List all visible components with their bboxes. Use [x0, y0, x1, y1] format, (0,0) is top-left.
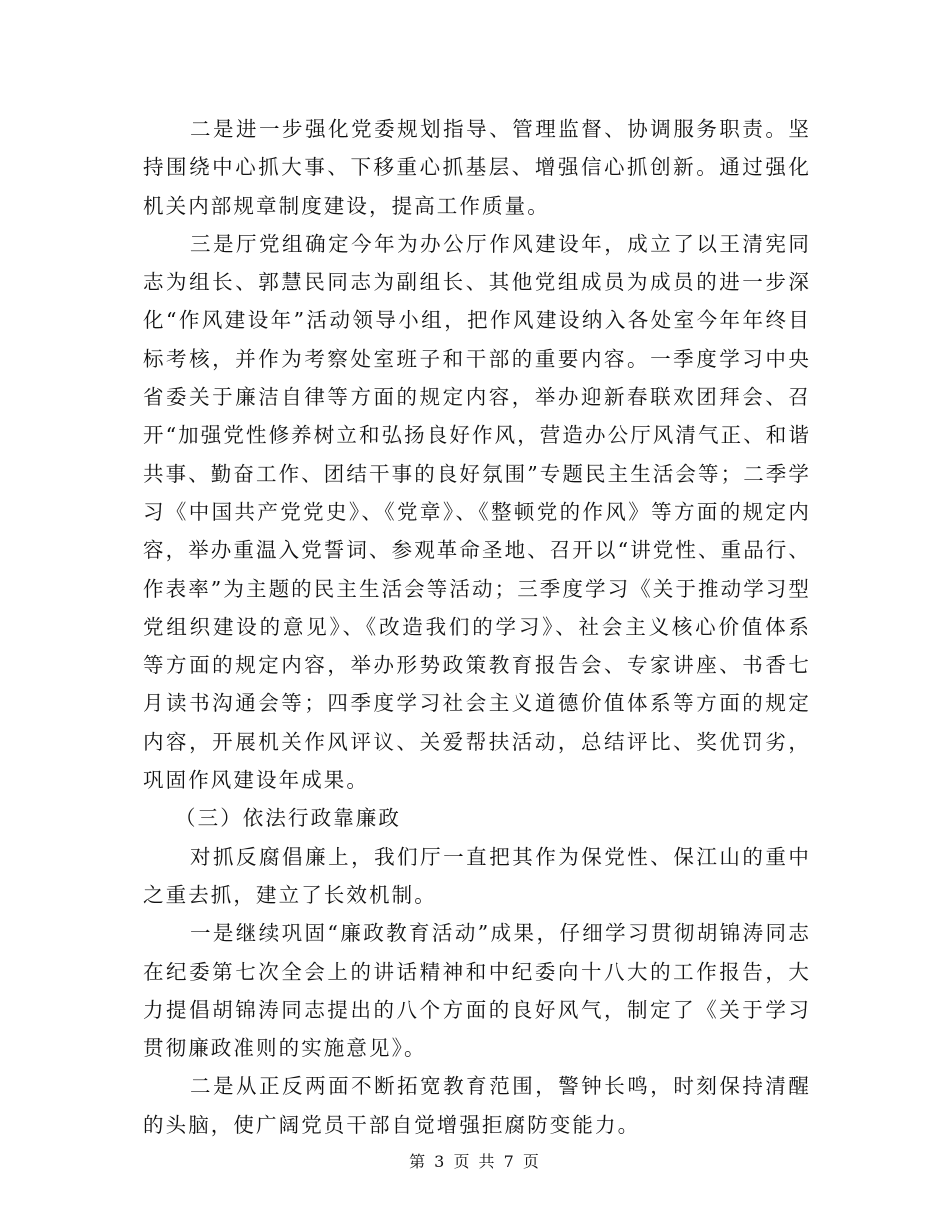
page-footer [0, 1151, 950, 1173]
document-body [143, 110, 811, 1144]
section-heading-3: （三）依法行政靠廉政 [175, 806, 401, 831]
footer-middle: 页 共 [453, 1152, 497, 1171]
paragraph-second-point: 二是从正反两面不断拓宽教育范围，警钟长鸣，时刻保持清醒的头脑，使广阔党员干部自觉增强拒腐防变能力。 [143, 1074, 811, 1137]
paragraph-first-point: 一是继续巩固“廉政教育活动”成果，仔细学习贯彻胡锦涛同志在纪委第七次全会上的讲话精神和中纪委向十八大的工作报告，大力提倡胡锦涛同志提出的八个方面的良好风气，制定了《关于学习贯彻廉政准则的实施意见》。 [143, 921, 811, 1061]
footer-suffix: 页 [522, 1152, 541, 1171]
footer-current-page: 3 [434, 1152, 447, 1171]
footer-prefix: 第 [409, 1152, 428, 1171]
paragraph-anticorruption-intro: 对抓反腐倡廉上，我们厅一直把其作为保党性、保江山的重中之重去抓，建立了长效机制。 [143, 844, 811, 907]
paragraph-2-second-point: 二是进一步强化党委规划指导、管理监督、协调服务职责。坚持围绕中心抓大事、下移重心抓基层、增强信心抓创新。通过强化机关内部规章制度建设，提高工作质量。 [143, 117, 811, 218]
footer-total-pages: 7 [503, 1152, 516, 1171]
paragraph-3-third-point: 三是厅党组确定今年为办公厅作风建设年，成立了以王清宪同志为组长、郭慧民同志为副组长、其他党组成员为成员的进一步深化“作风建设年”活动领导小组，把作风建设纳入各处室今年年终目标考核，并作为考察处室班子和干部的重要内容。一季度学习中央省委关于廉洁自律等方面的规定内容，举办迎新春联欢团拜会、召开“加强党性修养树立和弘扬良好作风，营造办公厅风清气正、和谐共事、勤奋工作、团结干事的良好氛围”专题民主生活会等；二季学习《中国共产党党史》、《党章》、《整顿党的作风》等方面的规定内容，举办重温入党誓词、参观革命圣地、召开以“讲党性、重品行、作表率”为主题的民主生活会等活动；三季度学习《关于推动学习型党组织建设的意见》、《改造我们的学习》、社会主义核心价值体系等方面的规定内容，举办形势政策教育报告会、专家讲座、书香七月读书沟通会等；四季度学习社会主义道德价值体系等方面的规定内容，开展机关作风评议、关爱帮扶活动，总结评比、奖优罚劣，巩固作风建设年成果。 [143, 231, 811, 793]
